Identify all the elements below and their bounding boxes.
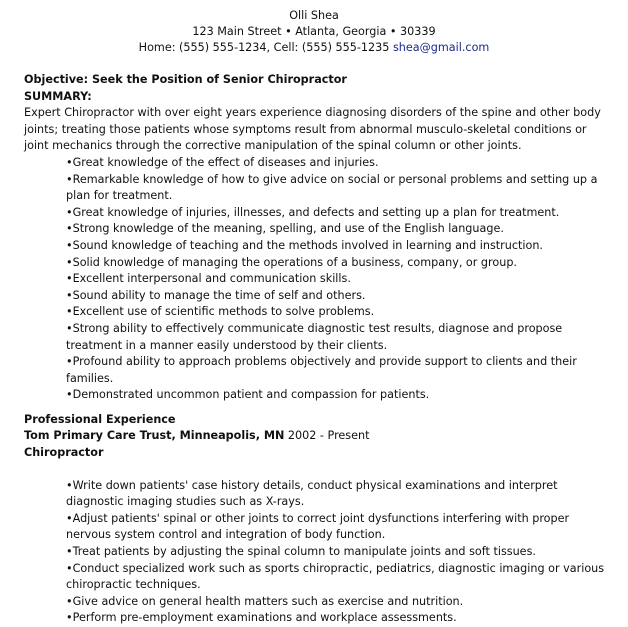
list-item bbox=[66, 155, 614, 172]
list-item bbox=[66, 238, 614, 255]
job-title: Chiropractor bbox=[24, 446, 104, 460]
list-item-text: Strong knowledge of the meaning, spelling, and use of the English language. bbox=[72, 222, 504, 236]
list-item bbox=[66, 610, 614, 627]
bullet-glyph: • bbox=[66, 478, 73, 492]
bullet-glyph: • bbox=[66, 355, 73, 369]
list-item-text: Remarkable knowledge of how to give advice on social or personal problems and setting up a plan for treatment. bbox=[66, 172, 598, 203]
list-item-text: Demonstrated uncommon patient and compassion for patients. bbox=[72, 388, 430, 402]
experience-heading: Professional Experience bbox=[24, 412, 176, 426]
bullet-glyph: • bbox=[66, 388, 73, 402]
bullet-glyph: • bbox=[66, 255, 73, 269]
list-item-text: Excellent interpersonal and communication skills. bbox=[72, 272, 351, 286]
bullet-glyph: • bbox=[66, 155, 73, 169]
resume-header bbox=[0, 8, 628, 56]
employer-line bbox=[24, 428, 614, 445]
summary-heading: SUMMARY: bbox=[24, 89, 92, 103]
employment-period: 2002 - Present bbox=[284, 429, 370, 443]
bullet-glyph: • bbox=[66, 272, 73, 286]
bullet-glyph: • bbox=[66, 594, 73, 608]
list-item bbox=[66, 288, 614, 305]
list-item-text: Give advice on general health matters such as exercise and nutrition. bbox=[72, 594, 464, 608]
list-item bbox=[66, 478, 614, 511]
employer-name: Tom Primary Care Trust, Minneapolis, MN bbox=[24, 429, 285, 443]
bullet-glyph: • bbox=[66, 511, 73, 525]
list-item bbox=[66, 255, 614, 272]
list-item bbox=[66, 387, 614, 404]
section-spacer bbox=[24, 404, 614, 412]
list-item-text: Excellent use of scientific methods to solve problems. bbox=[72, 305, 375, 319]
candidate-address: 123 Main Street • Atlanta, Georgia • 30339 bbox=[192, 25, 436, 38]
candidate-name: Olli Shea bbox=[289, 9, 339, 22]
bullet-glyph: • bbox=[66, 611, 73, 625]
contact-line bbox=[0, 40, 628, 56]
summary-text: Expert Chiropractor with over eight years experience diagnosing disorders of the spine and other body joints; treating those patients whose symptoms result from abnormal musculo-skeletal conditions or joint mechanics through the corrective manipulation of the spinal column or other joints. bbox=[24, 106, 601, 153]
list-item-text: Treat patients by adjusting the spinal column to manipulate joints and soft tissues. bbox=[72, 545, 536, 559]
phone-numbers: Home: (555) 555-1234, Cell: (555) 555-1235 bbox=[138, 41, 390, 54]
bullet-glyph: • bbox=[66, 172, 73, 186]
list-item bbox=[66, 321, 614, 354]
objective-heading: Objective: Seek the Position of Senior Chiropractor bbox=[24, 73, 347, 86]
list-item-text: Profound ability to approach problems objectively and provide support to clients and their families. bbox=[66, 355, 577, 385]
list-item bbox=[66, 271, 614, 288]
list-item-text: Great knowledge of the effect of diseases and injuries. bbox=[72, 155, 379, 169]
list-item-text: Write down patients' case history details, conduct physical examinations and interpret diagnostic imaging studies such as X-rays. bbox=[66, 478, 558, 509]
list-item-text: Sound knowledge of teaching and the methods involved in learning and instruction. bbox=[72, 238, 543, 252]
list-item-text: Solid knowledge of managing the operations of a business, company, or group. bbox=[72, 255, 517, 269]
bullet-glyph: • bbox=[66, 205, 73, 219]
list-item bbox=[66, 172, 614, 205]
list-item bbox=[66, 205, 614, 222]
list-item-text: Conduct specialized work such as sports chiropractic, pediatrics, diagnostic imaging or various chiropractic techniques. bbox=[66, 561, 605, 592]
list-item-text: Great knowledge of injuries, illnesses, and defects and setting up a plan for treatment. bbox=[72, 205, 560, 219]
bullet-glyph: • bbox=[66, 545, 73, 559]
list-item bbox=[66, 221, 614, 238]
list-item bbox=[66, 354, 614, 387]
list-item bbox=[66, 594, 614, 611]
section-spacer bbox=[24, 462, 614, 478]
bullet-glyph: • bbox=[66, 288, 73, 302]
email-link[interactable]: shea@gmail.com bbox=[392, 41, 490, 54]
list-item-text: Perform pre-employment examinations and workplace assessments. bbox=[72, 611, 457, 625]
bullet-glyph: • bbox=[66, 222, 73, 236]
bullet-glyph: • bbox=[66, 238, 73, 252]
list-item-text: Strong ability to effectively communicate diagnostic test results, diagnose and propose treatment in a manner easily understood by their clients. bbox=[66, 321, 563, 352]
resume-body bbox=[24, 72, 614, 627]
bullet-glyph: • bbox=[66, 321, 73, 335]
list-item-text: Adjust patients' spinal or other joints to correct joint dysfunctions interfering with proper nervous system control and integration of body function. bbox=[66, 511, 570, 542]
bullet-glyph: • bbox=[66, 561, 73, 575]
list-item-text: Sound ability to manage the time of self and others. bbox=[72, 288, 366, 302]
summary-bullet-list bbox=[24, 155, 614, 404]
experience-bullet-list bbox=[24, 478, 614, 627]
list-item bbox=[66, 561, 614, 594]
list-item bbox=[66, 511, 614, 544]
bullet-glyph: • bbox=[66, 305, 73, 319]
list-item bbox=[66, 544, 614, 561]
list-item bbox=[66, 304, 614, 321]
